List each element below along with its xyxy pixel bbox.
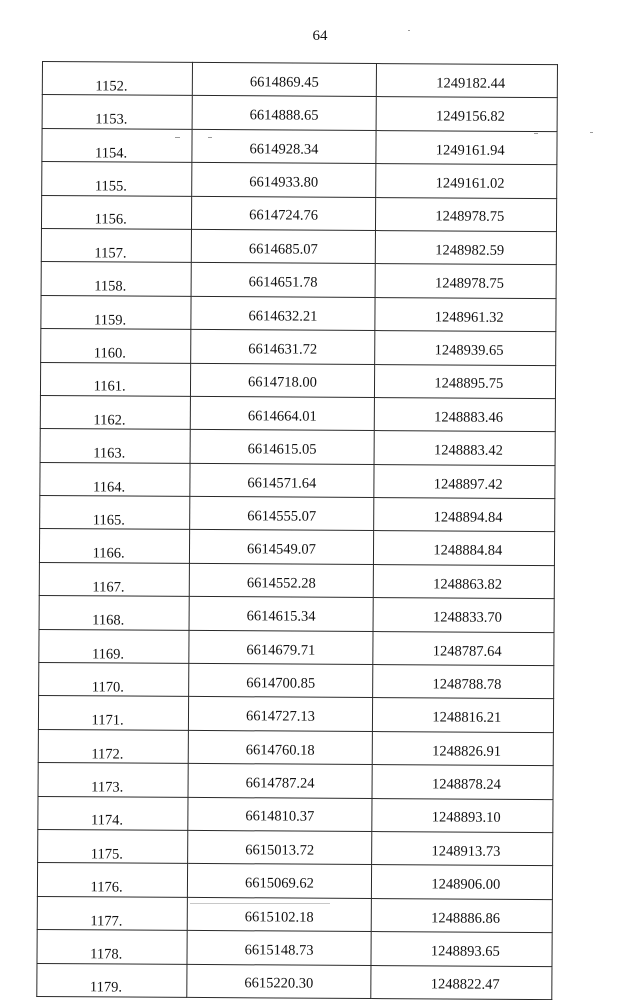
table-row bbox=[37, 963, 552, 1000]
y-coordinate-value: 1248893.65 bbox=[430, 943, 500, 960]
point-number-value: 1166. bbox=[92, 545, 125, 562]
y-coordinate-value: 1248787.64 bbox=[432, 642, 502, 660]
y-coordinate-cell bbox=[375, 230, 557, 264]
point-number-value: 1163. bbox=[93, 445, 126, 462]
point-number-cell bbox=[41, 295, 192, 329]
point-number-value: 1168. bbox=[92, 612, 125, 629]
table-row bbox=[38, 829, 553, 866]
table-row bbox=[40, 429, 555, 466]
x-coordinate-value: 6614632.21 bbox=[248, 307, 318, 325]
y-coordinate-cell bbox=[376, 97, 558, 131]
y-coordinate-cell bbox=[375, 164, 557, 198]
y-coordinate-value: 1248788.78 bbox=[432, 676, 502, 693]
y-coordinate-cell bbox=[371, 865, 553, 899]
coordinates-table bbox=[36, 61, 558, 1000]
table-row bbox=[42, 128, 557, 165]
table-row bbox=[40, 362, 555, 399]
point-number-value: 1158. bbox=[94, 278, 127, 295]
point-number-cell bbox=[39, 596, 190, 630]
x-coordinate-value: 6614700.85 bbox=[246, 675, 316, 692]
table-row bbox=[37, 896, 552, 933]
x-coordinate-value: 6614571.64 bbox=[247, 474, 317, 492]
x-coordinate-value: 6614869.45 bbox=[249, 74, 319, 91]
table-row bbox=[41, 262, 556, 299]
y-coordinate-value: 1248826.91 bbox=[432, 743, 502, 760]
table-row bbox=[39, 529, 554, 566]
x-coordinate-value: 6615220.30 bbox=[244, 975, 314, 993]
x-coordinate-cell bbox=[188, 764, 372, 799]
table-row bbox=[41, 228, 556, 265]
x-coordinate-cell bbox=[188, 830, 372, 865]
table-row bbox=[40, 496, 555, 533]
x-coordinate-value: 6614760.18 bbox=[245, 741, 315, 759]
y-coordinate-cell bbox=[372, 731, 554, 765]
y-coordinate-cell bbox=[372, 698, 554, 732]
x-coordinate-cell bbox=[188, 864, 372, 899]
x-coordinate-cell bbox=[191, 263, 375, 298]
point-number-cell bbox=[41, 329, 192, 363]
y-coordinate-value: 1248884.84 bbox=[433, 542, 503, 560]
point-number-cell bbox=[39, 629, 190, 663]
x-coordinate-cell bbox=[189, 697, 373, 732]
table-row bbox=[38, 729, 553, 766]
x-coordinate-cell bbox=[190, 463, 374, 498]
point-number-value: 1174. bbox=[90, 812, 124, 829]
table-row bbox=[39, 629, 554, 666]
point-number-cell bbox=[38, 729, 189, 763]
x-coordinate-value: 6614727.13 bbox=[245, 708, 315, 725]
point-number-cell bbox=[42, 128, 193, 162]
table-row bbox=[38, 696, 553, 733]
table-row bbox=[37, 930, 552, 967]
point-number-value: 1176. bbox=[90, 879, 123, 896]
y-coordinate-cell bbox=[371, 832, 553, 866]
y-coordinate-value: 1249156.82 bbox=[435, 108, 505, 126]
y-coordinate-cell bbox=[372, 765, 554, 799]
point-number-cell bbox=[38, 763, 189, 797]
y-coordinate-value: 1248961.32 bbox=[434, 309, 504, 326]
y-coordinate-value: 1248816.21 bbox=[432, 709, 502, 727]
page-number: 64 bbox=[312, 28, 328, 44]
point-number-cell bbox=[39, 663, 190, 697]
x-coordinate-cell bbox=[189, 730, 373, 765]
y-coordinate-value: 1249161.02 bbox=[435, 175, 505, 192]
x-coordinate-cell bbox=[192, 229, 376, 264]
table-row bbox=[38, 796, 553, 833]
y-coordinate-cell bbox=[372, 631, 554, 665]
x-coordinate-value: 6614933.80 bbox=[249, 174, 319, 191]
x-coordinate-cell bbox=[190, 430, 374, 465]
x-coordinate-value: 6614615.05 bbox=[247, 441, 317, 458]
point-number-value: 1173. bbox=[91, 779, 124, 796]
y-coordinate-value: 1248822.47 bbox=[430, 976, 500, 994]
table-row bbox=[38, 763, 553, 800]
x-coordinate-value: 6614679.71 bbox=[246, 641, 316, 659]
table-row bbox=[42, 95, 557, 132]
x-coordinate-cell bbox=[190, 530, 374, 565]
point-number-value: 1162. bbox=[93, 412, 126, 429]
x-coordinate-value: 6614651.78 bbox=[248, 274, 318, 291]
table-row bbox=[41, 195, 556, 232]
x-coordinate-cell bbox=[189, 597, 373, 632]
table-row bbox=[39, 562, 554, 599]
y-coordinate-cell bbox=[376, 130, 558, 164]
x-coordinate-cell bbox=[190, 563, 374, 598]
point-number-value: 1164. bbox=[92, 478, 126, 496]
y-coordinate-value: 1248913.73 bbox=[431, 843, 501, 860]
point-number-value: 1179. bbox=[89, 979, 123, 996]
table-row bbox=[39, 663, 554, 700]
x-coordinate-value: 6614724.76 bbox=[249, 207, 319, 225]
point-number-value: 1157. bbox=[94, 245, 127, 262]
y-coordinate-cell bbox=[373, 464, 555, 498]
y-coordinate-value: 1248886.86 bbox=[431, 910, 501, 927]
point-number-value: 1167. bbox=[92, 579, 125, 596]
scan-mark bbox=[190, 903, 330, 904]
point-number-value: 1171. bbox=[91, 712, 124, 729]
y-coordinate-cell bbox=[371, 798, 553, 832]
x-coordinate-value: 6614888.65 bbox=[249, 107, 319, 124]
y-coordinate-cell bbox=[371, 932, 553, 966]
y-coordinate-cell bbox=[374, 397, 556, 431]
point-number-value: 1153. bbox=[95, 111, 128, 128]
point-number-cell bbox=[40, 395, 191, 429]
scan-mark bbox=[208, 137, 212, 138]
scan-mark bbox=[408, 30, 410, 31]
point-number-value: 1172. bbox=[91, 746, 124, 763]
point-number-cell bbox=[42, 162, 193, 196]
y-coordinate-cell bbox=[370, 965, 552, 999]
point-number-value: 1160. bbox=[93, 345, 126, 362]
point-number-value: 1170. bbox=[91, 679, 124, 696]
y-coordinate-value: 1248939.65 bbox=[434, 342, 504, 359]
point-number-cell bbox=[41, 262, 192, 296]
point-number-cell bbox=[38, 796, 189, 830]
x-coordinate-value: 6615148.73 bbox=[244, 942, 314, 959]
point-number-value: 1165. bbox=[92, 512, 125, 529]
table-row bbox=[40, 462, 555, 499]
y-coordinate-value: 1248982.59 bbox=[435, 242, 505, 259]
y-coordinate-cell bbox=[376, 64, 558, 98]
y-coordinate-value: 1248883.46 bbox=[434, 409, 504, 426]
x-coordinate-cell bbox=[187, 964, 371, 999]
point-number-value: 1155. bbox=[94, 178, 127, 195]
y-coordinate-value: 1248895.75 bbox=[434, 375, 504, 393]
x-coordinate-cell bbox=[193, 62, 377, 97]
x-coordinate-value: 6614928.34 bbox=[249, 140, 319, 158]
point-number-value: 1154. bbox=[94, 144, 128, 162]
point-number-value: 1156. bbox=[94, 211, 127, 228]
x-coordinate-value: 6614664.01 bbox=[247, 408, 317, 425]
point-number-cell bbox=[39, 562, 190, 596]
point-number-value: 1161. bbox=[93, 378, 126, 395]
x-coordinate-cell bbox=[191, 363, 375, 398]
x-coordinate-value: 6615102.18 bbox=[244, 908, 314, 926]
x-coordinate-value: 6614810.37 bbox=[245, 808, 315, 826]
y-coordinate-cell bbox=[374, 297, 556, 331]
x-coordinate-value: 6614718.00 bbox=[248, 374, 317, 392]
x-coordinate-cell bbox=[187, 931, 371, 966]
x-coordinate-value: 6614787.24 bbox=[245, 775, 315, 792]
y-coordinate-cell bbox=[373, 531, 555, 565]
x-coordinate-value: 6614549.07 bbox=[247, 541, 316, 559]
point-number-value: 1175. bbox=[90, 846, 123, 863]
point-number-cell bbox=[40, 362, 191, 396]
y-coordinate-value: 1248883.42 bbox=[433, 442, 503, 460]
point-number-cell bbox=[41, 195, 192, 229]
y-coordinate-value: 1248893.10 bbox=[431, 809, 501, 827]
table-row bbox=[41, 295, 556, 332]
y-coordinate-value: 1248978.75 bbox=[434, 275, 504, 293]
x-coordinate-cell bbox=[189, 630, 373, 665]
x-coordinate-cell bbox=[191, 330, 375, 365]
x-coordinate-value: 6614685.07 bbox=[248, 241, 318, 258]
table-row bbox=[41, 329, 556, 366]
x-coordinate-cell bbox=[192, 96, 376, 131]
point-number-cell bbox=[37, 863, 188, 897]
x-coordinate-value: 6615013.72 bbox=[245, 842, 315, 859]
table-row bbox=[42, 162, 557, 199]
point-number-cell bbox=[38, 696, 189, 730]
point-number-value: 1177. bbox=[90, 912, 123, 930]
x-coordinate-cell bbox=[192, 129, 376, 164]
y-coordinate-value: 1248978.75 bbox=[435, 208, 505, 226]
point-number-value: 1159. bbox=[93, 311, 127, 329]
point-number-cell bbox=[37, 896, 188, 930]
point-number-cell bbox=[41, 228, 192, 262]
point-number-cell bbox=[40, 462, 191, 496]
scan-mark bbox=[175, 137, 180, 138]
point-number-value: 1169. bbox=[91, 645, 125, 663]
y-coordinate-value: 1249182.44 bbox=[436, 75, 506, 92]
point-number-cell bbox=[42, 95, 193, 129]
y-coordinate-value: 1248833.70 bbox=[432, 609, 502, 626]
point-number-cell bbox=[39, 529, 190, 563]
x-coordinate-cell bbox=[192, 163, 376, 198]
y-coordinate-value: 1248906.00 bbox=[431, 876, 501, 894]
table-row bbox=[39, 596, 554, 633]
x-coordinate-value: 6614631.72 bbox=[248, 341, 318, 358]
y-coordinate-cell bbox=[373, 564, 555, 598]
table-row bbox=[42, 62, 557, 99]
y-coordinate-value: 1248897.42 bbox=[433, 475, 503, 493]
x-coordinate-value: 6614552.28 bbox=[246, 575, 316, 592]
x-coordinate-value: 6614555.07 bbox=[247, 508, 317, 525]
point-number-cell bbox=[40, 429, 191, 463]
point-number-cell bbox=[38, 829, 189, 863]
x-coordinate-value: 6614615.34 bbox=[246, 608, 316, 625]
y-coordinate-value: 1249161.94 bbox=[435, 142, 505, 159]
table-row bbox=[40, 395, 555, 432]
point-number-cell bbox=[42, 62, 193, 96]
point-number-value: 1178. bbox=[90, 946, 123, 963]
y-coordinate-cell bbox=[371, 898, 553, 932]
x-coordinate-cell bbox=[190, 496, 374, 531]
y-coordinate-cell bbox=[374, 431, 556, 465]
y-coordinate-cell bbox=[372, 665, 554, 699]
y-coordinate-value: 1248878.24 bbox=[431, 776, 501, 793]
x-coordinate-cell bbox=[191, 296, 375, 331]
y-coordinate-cell bbox=[374, 364, 556, 398]
point-number-cell bbox=[37, 963, 188, 997]
x-coordinate-cell bbox=[191, 396, 375, 431]
x-coordinate-cell bbox=[192, 196, 376, 231]
x-coordinate-cell bbox=[188, 797, 372, 832]
point-number-cell bbox=[37, 930, 188, 964]
scan-mark bbox=[590, 132, 593, 133]
y-coordinate-value: 1248863.82 bbox=[433, 576, 503, 593]
scan-mark bbox=[534, 133, 538, 134]
y-coordinate-cell bbox=[373, 598, 555, 632]
point-number-value: 1152. bbox=[95, 78, 128, 95]
y-coordinate-value: 1248894.84 bbox=[433, 509, 503, 526]
point-number-cell bbox=[40, 496, 191, 530]
y-coordinate-cell bbox=[375, 264, 557, 298]
y-coordinate-cell bbox=[373, 498, 555, 532]
x-coordinate-value: 6615069.62 bbox=[244, 875, 314, 892]
x-coordinate-cell bbox=[189, 663, 373, 698]
coordinates-table-body bbox=[37, 62, 558, 1000]
y-coordinate-cell bbox=[375, 197, 557, 231]
table-row bbox=[37, 863, 552, 900]
y-coordinate-cell bbox=[374, 331, 556, 365]
